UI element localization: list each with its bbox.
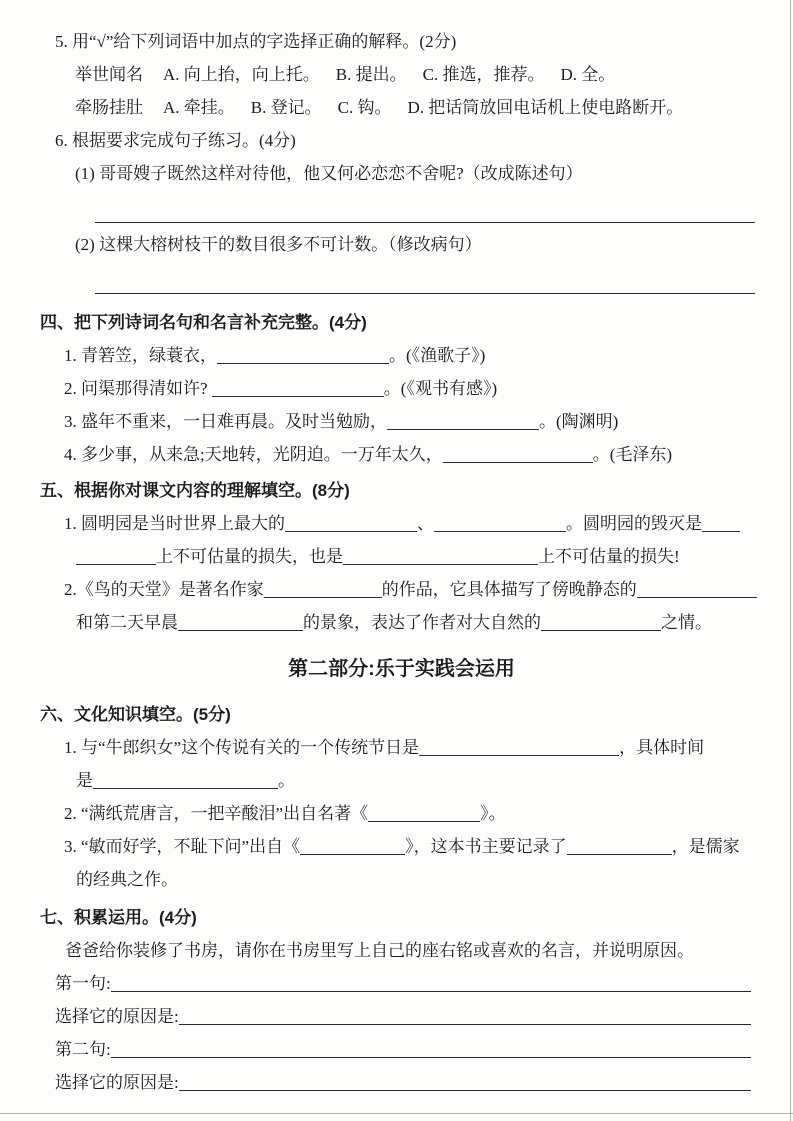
section-7-prompt <box>40 939 763 962</box>
text-segment: 是 <box>76 771 93 790</box>
text-segment: A. 向上抬，向上托。 <box>163 65 320 84</box>
text-segment: B. 提出。 <box>335 65 407 84</box>
section-6-header <box>40 703 763 726</box>
section-4-item-2 <box>40 377 763 400</box>
blank-underline <box>702 514 740 532</box>
text-segment: 爸爸给你装修了书房，请你在书房里写上自己的座右铭或喜欢的名言，并说明原因。 <box>65 941 694 960</box>
text-segment: 上不可估量的损失! <box>538 547 680 566</box>
text-segment: D. 全。 <box>560 65 616 84</box>
text-segment: 1. 青箬笠，绿蓑衣， <box>64 346 217 365</box>
blank-underline <box>264 580 382 598</box>
dotted-char: 挂 • <box>109 96 126 119</box>
answer-line <box>40 203 763 226</box>
blank-underline <box>178 613 303 631</box>
text-segment: 3. 盛年不重来，一日难再晨。及时当勉励， <box>64 412 387 431</box>
text-segment: 五、根据你对课文内容的理解填空。(8分) <box>40 481 350 500</box>
blank-underline <box>95 276 755 294</box>
blank-underline <box>343 547 538 565</box>
text-segment: 第二句: <box>55 1040 111 1059</box>
scan-edge-bottom <box>0 1113 793 1114</box>
text-segment: 。(《渔歌子》) <box>389 346 486 365</box>
blank-underline <box>368 804 480 822</box>
text-segment: 之情。 <box>661 613 712 632</box>
section-5-header <box>40 479 763 502</box>
question-6-sub-2 <box>40 233 763 256</box>
blank-underline <box>541 613 661 631</box>
text-segment: ，是儒家 <box>671 837 740 856</box>
question-5-word-row-2 <box>40 96 763 119</box>
text-segment: 。 <box>278 771 295 790</box>
section-7-header <box>40 906 763 929</box>
section-6-item-3-line-1 <box>40 835 763 858</box>
text-segment: 2.《鸟的天堂》是著名作家 <box>64 580 264 599</box>
text-segment: 第二部分:乐于实践会运用 <box>288 658 515 680</box>
blank-underline <box>567 837 672 855</box>
text-segment: 5. 用“√”给下列词语中加点的字选择正确的解释。(2分) <box>55 32 457 51</box>
blank-underline <box>443 445 593 463</box>
text-segment: 。圆明园的毁灭是 <box>566 514 702 533</box>
text-segment: 四、把下列诗词名句和名言补充完整。(4分) <box>40 313 367 332</box>
question-6-title <box>40 129 763 152</box>
blank-underline <box>111 1040 751 1058</box>
section-5-item-1-line-2 <box>40 545 763 568</box>
text-segment: 》。 <box>480 804 506 823</box>
section-5-item-2-line-2 <box>40 611 763 634</box>
blank-underline <box>179 1073 751 1091</box>
blank-underline <box>637 580 757 598</box>
text-segment: 第一句: <box>55 974 111 993</box>
blank-underline <box>76 547 156 565</box>
blank-underline <box>387 412 539 430</box>
text-segment: (1) 哥哥嫂子既然这样对待他，他又何必恋恋不舍呢?（改成陈述句） <box>75 164 583 183</box>
text-segment: 2. 问渠那得清如许? <box>64 379 212 398</box>
section-4-header <box>40 311 763 334</box>
text-segment: 选择它的原因是: <box>55 1073 179 1092</box>
text-segment: 七、积累运用。(4分) <box>40 908 197 927</box>
text-segment: D. 把话筒放回电话机上使电路断开。 <box>407 98 684 117</box>
part-2-title <box>40 658 763 681</box>
section-7-reason-2 <box>40 1071 763 1094</box>
text-segment: 上不可估量的损失，也是 <box>156 547 343 566</box>
question-5-title <box>40 30 763 53</box>
section-6-item-3-line-2 <box>40 868 763 891</box>
section-4-item-4 <box>40 443 763 466</box>
text-segment: 》，这本书主要记录了 <box>405 837 567 856</box>
section-7-reason-1 <box>40 1005 763 1028</box>
blank-underline <box>179 1007 751 1025</box>
blank-underline <box>434 514 566 532</box>
blank-underline <box>419 738 619 756</box>
section-7-answer-1 <box>40 972 763 995</box>
section-6-item-2 <box>40 802 763 825</box>
blank-underline <box>95 205 755 223</box>
text-segment: 世闻名 <box>92 65 143 84</box>
text-segment: 牵肠 <box>75 98 109 117</box>
text-segment: 、 <box>417 514 434 533</box>
text-segment: C. 推选，推荐。 <box>422 65 545 84</box>
text-segment: 的作品，它具体描写了傍晚静态的 <box>381 580 637 599</box>
section-6-item-1-line-2 <box>40 769 763 792</box>
question-6-sub-1 <box>40 162 763 185</box>
text-segment: 1. 圆明园是当时世界上最大的 <box>64 514 285 533</box>
text-segment: 2. “满纸荒唐言，一把辛酸泪”出自名著《 <box>64 804 369 823</box>
text-segment: 4. 多少事，从来急;天地转，光阴迫。一万年太久， <box>64 445 443 464</box>
text-segment: 的景象，表达了作者对大自然的 <box>303 613 541 632</box>
text-segment: 肚 <box>126 98 143 117</box>
blank-underline <box>285 514 417 532</box>
text-segment: 6. 根据要求完成句子练习。(4分) <box>55 131 296 150</box>
section-4-item-1 <box>40 344 763 367</box>
blank-underline <box>111 974 751 992</box>
text-segment: C. 钩。 <box>337 98 392 117</box>
text-segment: 六、文化知识填空。(5分) <box>40 705 231 724</box>
text-segment: 。(毛泽东) <box>592 445 673 464</box>
text-segment: ，具体时间 <box>619 738 705 757</box>
blank-underline <box>212 379 384 397</box>
text-segment: 1. 与“牛郎织女”这个传说有关的一个传统节日是 <box>64 738 420 757</box>
text-segment: 和第二天早晨 <box>76 613 178 632</box>
text-segment: (2) 这棵大榕树枝干的数目很多不可计数。（修改病句） <box>75 235 482 254</box>
text-segment: B. 登记。 <box>250 98 322 117</box>
question-5-word-row-1 <box>40 63 763 86</box>
blank-underline <box>93 771 278 789</box>
dotted-char: 举 • <box>75 63 92 86</box>
scan-edge-right <box>790 0 791 1121</box>
text-segment: 。(陶渊明) <box>539 412 619 431</box>
section-5-item-1-line-1 <box>40 512 763 535</box>
text-segment: 的经典之作。 <box>76 870 178 889</box>
blank-underline <box>300 837 405 855</box>
section-4-item-3 <box>40 410 763 433</box>
section-5-item-2-line-1 <box>40 578 763 601</box>
section-7-answer-2 <box>40 1038 763 1061</box>
text-segment: 3. “敏而好学，不耻下问”出自《 <box>64 837 301 856</box>
answer-line <box>40 274 763 297</box>
text-segment: 选择它的原因是: <box>55 1007 179 1026</box>
blank-underline <box>217 346 389 364</box>
document-lines <box>40 30 763 1094</box>
section-6-item-1-line-1 <box>40 736 763 759</box>
text-segment: A. 牵挂。 <box>163 98 235 117</box>
text-segment: 。(《观书有感》) <box>383 379 498 398</box>
